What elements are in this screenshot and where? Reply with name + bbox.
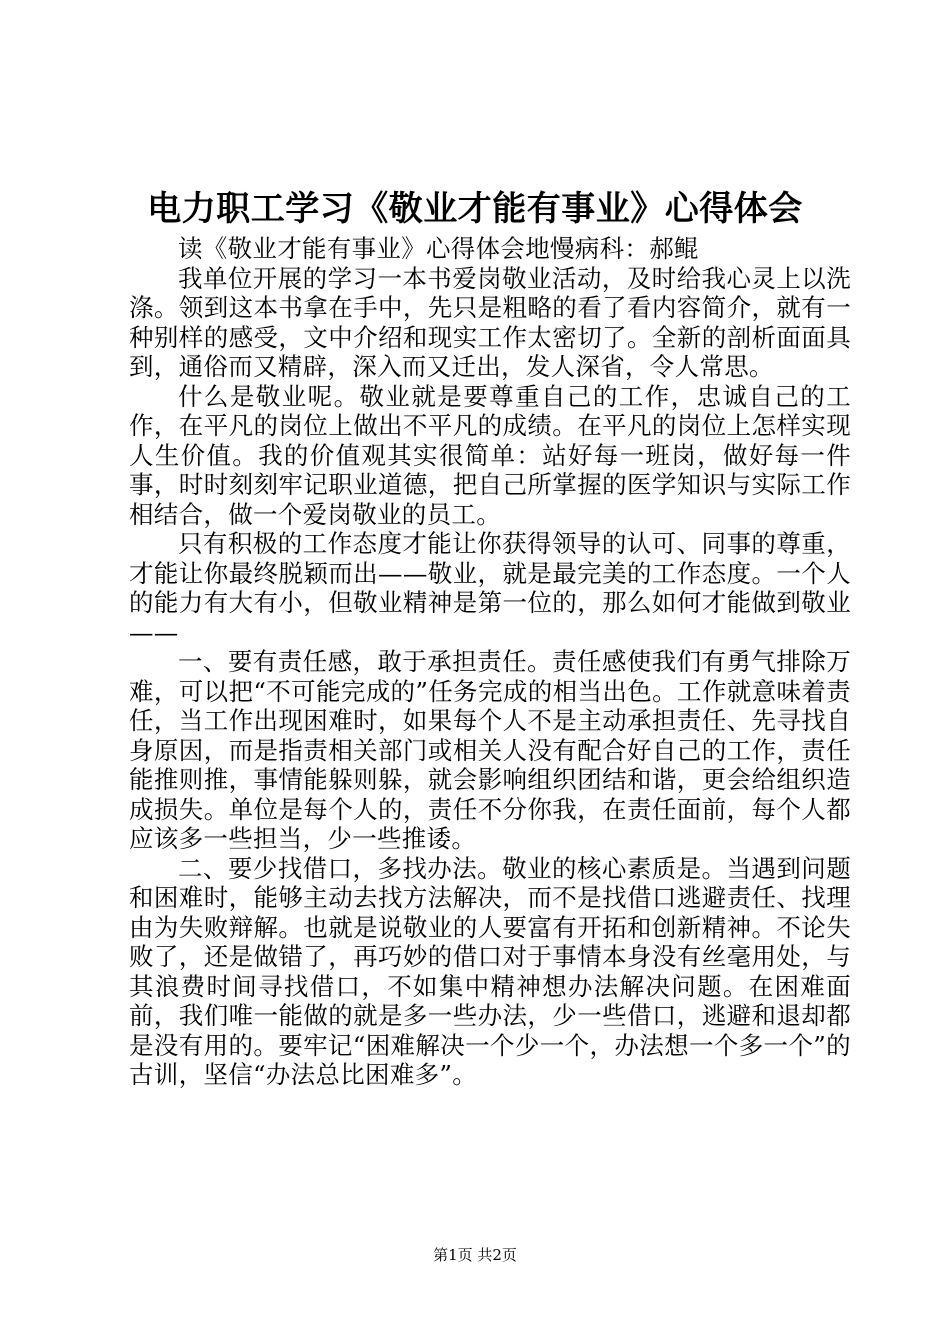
body-paragraph: 什么是敬业呢。敬业就是要尊重自己的工作，忠诚自己的工作，在平凡的岗位上做出不平凡的成绩。在平凡的岗位上怎样实现人生价值。我的价值观其实很简单：站好每一班岗，做好每一件事，时时刻刻牢记职业道德，把自己所掌握的医学知识与实际工作相结合，做一个爱岗敬业的员工。	[129, 381, 851, 529]
document-title: 电力职工学习《敬业才能有事业》心得体会	[147, 189, 803, 229]
page-number-footer: 第1页 共2页	[433, 1246, 517, 1264]
body-paragraph: 只有积极的工作态度才能让你获得领导的认可、同事的尊重，才能让你最终脱颖而出——敬业，就是最完美的工作态度。一个人的能力有大有小，但敬业精神是第一位的，那么如何才能做到敬业——	[129, 529, 851, 647]
body-paragraph: 二、要少找借口，多找办法。敬业的核心素质是。当遇到问题和困难时，能够主动去找方法解决，而不是找借口逃避责任、找理由为失败辩解。也就是说敬业的人要富有开拓和创新精神。不论失败了，还是做错了，再巧妙的借口对于事情本身没有丝毫用处，与其浪费时间寻找借口，不如集中精神想办法解决问题。在困难面前，我们唯一能做的就是多一些办法，少一些借口，逃避和退却都是没有用的。要牢记“困难解决一个少一个，办法想一个多一个”的古训，坚信“办法总比困难多”。	[129, 853, 851, 1089]
body-paragraph: 一、要有责任感，敢于承担责任。责任感使我们有勇气排除万难，可以把“不可能完成的”任务完成的相当出色。工作就意味着责任，当工作出现困难时，如果每个人不是主动承担责任、先寻找自身原因，而是指责相关部门或相关人没有配合好自己的工作，责任能推则推，事情能躲则躲，就会影响组织团结和谐，更会给组织造成损失。单位是每个人的，责任不分你我，在责任面前，每个人都应该多一些担当，少一些推诿。	[129, 647, 851, 853]
body-paragraph: 我单位开展的学习一本书爱岗敬业活动，及时给我心灵上以洗涤。领到这本书拿在手中，先只是粗略的看了看内容简介，就有一种别样的感受，文中介绍和现实工作太密切了。全新的剖析面面具到，通俗而又精辟，深入而又迁出，发人深省，令人常思。	[129, 263, 851, 381]
document-body	[129, 234, 851, 1090]
byline-paragraph: 读《敬业才能有事业》心得体会地慢病科：郝鲲	[178, 234, 699, 263]
